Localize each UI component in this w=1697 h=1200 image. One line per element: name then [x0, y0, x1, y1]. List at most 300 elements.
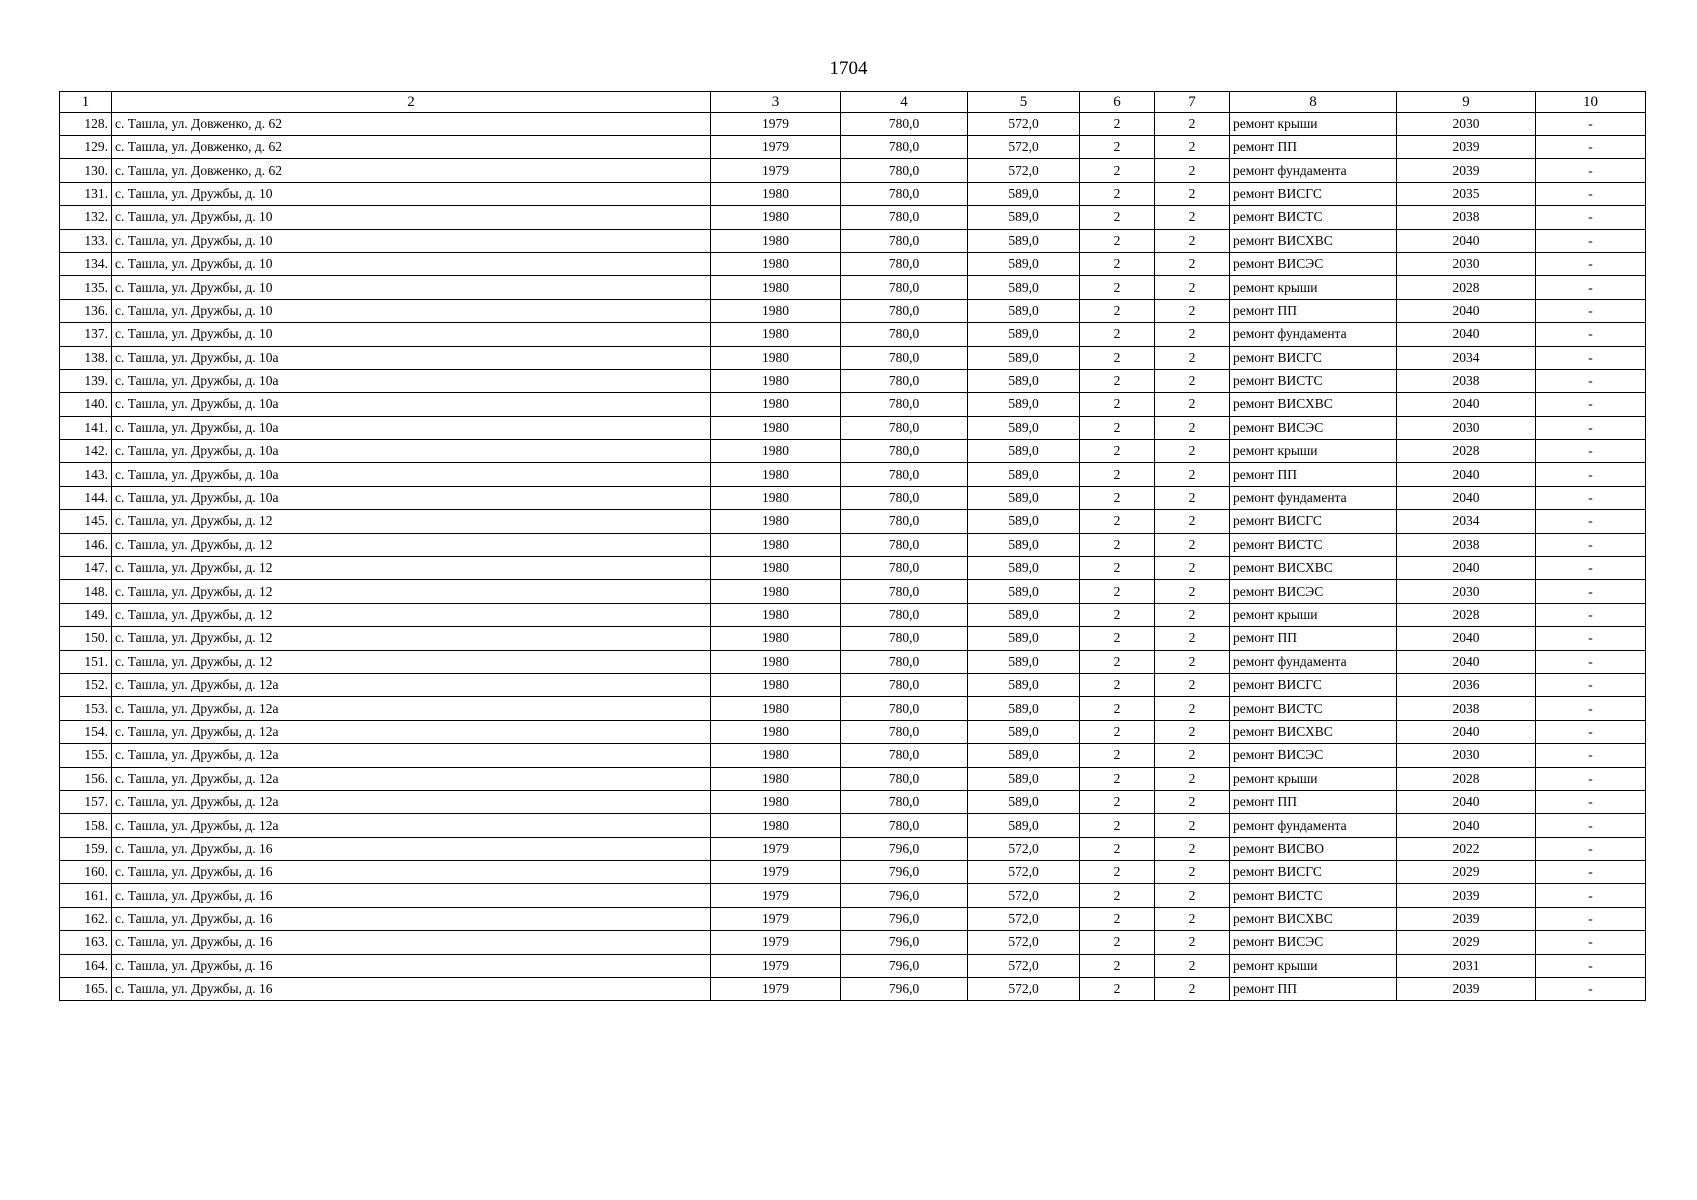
floors-cell: 2	[1080, 463, 1155, 486]
floors-cell: 2	[1080, 790, 1155, 813]
row-number-cell: 164.	[60, 954, 112, 977]
row-number-cell: 161.	[60, 884, 112, 907]
table-row	[60, 510, 1646, 533]
living-area-cell: 572,0	[968, 159, 1080, 182]
total-area-cell: 796,0	[841, 884, 968, 907]
row-number-cell: 153.	[60, 697, 112, 720]
planned-year-cell: 2038	[1397, 369, 1536, 392]
living-area-cell: 589,0	[968, 463, 1080, 486]
planned-year-cell: 2040	[1397, 229, 1536, 252]
column-header: 5	[968, 92, 1080, 113]
row-number-cell: 128.	[60, 112, 112, 135]
address-cell: с. Ташла, ул. Довженко, д. 62	[112, 159, 711, 182]
table-row	[60, 112, 1646, 135]
work-type-cell: ремонт ВИСХВС	[1230, 393, 1397, 416]
planned-year-cell: 2040	[1397, 486, 1536, 509]
living-area-cell: 589,0	[968, 673, 1080, 696]
work-type-cell: ремонт фундамента	[1230, 159, 1397, 182]
row-number-cell: 156.	[60, 767, 112, 790]
note-cell: -	[1536, 907, 1646, 930]
total-area-cell: 780,0	[841, 720, 968, 743]
floors-cell: 2	[1080, 861, 1155, 884]
address-cell: с. Ташла, ул. Дружбы, д. 10а	[112, 416, 711, 439]
year-cell: 1980	[711, 557, 841, 580]
row-number-cell: 165.	[60, 978, 112, 1001]
row-number-cell: 142.	[60, 440, 112, 463]
floors-cell: 2	[1080, 650, 1155, 673]
address-cell: с. Ташла, ул. Дружбы, д. 12а	[112, 790, 711, 813]
row-number-cell: 163.	[60, 931, 112, 954]
address-cell: с. Ташла, ул. Дружбы, д. 10	[112, 323, 711, 346]
address-cell: с. Ташла, ул. Дружбы, д. 12	[112, 510, 711, 533]
address-cell: с. Ташла, ул. Дружбы, д. 16	[112, 884, 711, 907]
note-cell: -	[1536, 767, 1646, 790]
planned-year-cell: 2039	[1397, 978, 1536, 1001]
work-type-cell: ремонт ПП	[1230, 299, 1397, 322]
table-row	[60, 884, 1646, 907]
note-cell: -	[1536, 627, 1646, 650]
entrances-cell: 2	[1155, 369, 1230, 392]
living-area-cell: 589,0	[968, 650, 1080, 673]
column-header: 3	[711, 92, 841, 113]
year-cell: 1980	[711, 323, 841, 346]
address-cell: с. Ташла, ул. Дружбы, д. 12	[112, 557, 711, 580]
row-number-cell: 145.	[60, 510, 112, 533]
work-type-cell: ремонт крыши	[1230, 954, 1397, 977]
total-area-cell: 780,0	[841, 603, 968, 626]
year-cell: 1979	[711, 931, 841, 954]
floors-cell: 2	[1080, 276, 1155, 299]
floors-cell: 2	[1080, 907, 1155, 930]
address-cell: с. Ташла, ул. Дружбы, д. 12	[112, 650, 711, 673]
address-cell: с. Ташла, ул. Дружбы, д. 16	[112, 861, 711, 884]
row-number-cell: 131.	[60, 182, 112, 205]
living-area-cell: 589,0	[968, 557, 1080, 580]
total-area-cell: 780,0	[841, 393, 968, 416]
total-area-cell: 780,0	[841, 463, 968, 486]
floors-cell: 2	[1080, 814, 1155, 837]
column-header: 6	[1080, 92, 1155, 113]
year-cell: 1980	[711, 393, 841, 416]
work-type-cell: ремонт ВИСЭС	[1230, 416, 1397, 439]
note-cell: -	[1536, 252, 1646, 275]
planned-year-cell: 2040	[1397, 463, 1536, 486]
planned-year-cell: 2040	[1397, 790, 1536, 813]
address-cell: с. Ташла, ул. Дружбы, д. 10	[112, 252, 711, 275]
row-number-cell: 147.	[60, 557, 112, 580]
planned-year-cell: 2030	[1397, 580, 1536, 603]
living-area-cell: 589,0	[968, 182, 1080, 205]
year-cell: 1979	[711, 907, 841, 930]
year-cell: 1979	[711, 112, 841, 135]
total-area-cell: 780,0	[841, 135, 968, 158]
column-header: 7	[1155, 92, 1230, 113]
floors-cell: 2	[1080, 346, 1155, 369]
work-type-cell: ремонт ВИСГС	[1230, 346, 1397, 369]
entrances-cell: 2	[1155, 580, 1230, 603]
note-cell: -	[1536, 416, 1646, 439]
living-area-cell: 589,0	[968, 603, 1080, 626]
year-cell: 1980	[711, 299, 841, 322]
entrances-cell: 2	[1155, 510, 1230, 533]
address-cell: с. Ташла, ул. Довженко, д. 62	[112, 112, 711, 135]
row-number-cell: 144.	[60, 486, 112, 509]
planned-year-cell: 2034	[1397, 346, 1536, 369]
note-cell: -	[1536, 744, 1646, 767]
total-area-cell: 780,0	[841, 790, 968, 813]
address-cell: с. Ташла, ул. Дружбы, д. 16	[112, 837, 711, 860]
floors-cell: 2	[1080, 533, 1155, 556]
address-cell: с. Ташла, ул. Дружбы, д. 10а	[112, 346, 711, 369]
work-type-cell: ремонт ВИСЭС	[1230, 931, 1397, 954]
year-cell: 1980	[711, 252, 841, 275]
entrances-cell: 2	[1155, 884, 1230, 907]
note-cell: -	[1536, 861, 1646, 884]
table-row	[60, 440, 1646, 463]
note-cell: -	[1536, 697, 1646, 720]
entrances-cell: 2	[1155, 744, 1230, 767]
address-cell: с. Ташла, ул. Дружбы, д. 10а	[112, 463, 711, 486]
living-area-cell: 572,0	[968, 837, 1080, 860]
entrances-cell: 2	[1155, 557, 1230, 580]
year-cell: 1980	[711, 790, 841, 813]
table-row	[60, 346, 1646, 369]
planned-year-cell: 2038	[1397, 697, 1536, 720]
note-cell: -	[1536, 182, 1646, 205]
total-area-cell: 780,0	[841, 159, 968, 182]
floors-cell: 2	[1080, 182, 1155, 205]
entrances-cell: 2	[1155, 182, 1230, 205]
table-row	[60, 276, 1646, 299]
table-row	[60, 978, 1646, 1001]
floors-cell: 2	[1080, 627, 1155, 650]
work-type-cell: ремонт фундамента	[1230, 486, 1397, 509]
table-row	[60, 533, 1646, 556]
living-area-cell: 572,0	[968, 907, 1080, 930]
floors-cell: 2	[1080, 440, 1155, 463]
table-row	[60, 369, 1646, 392]
year-cell: 1980	[711, 814, 841, 837]
row-number-cell: 134.	[60, 252, 112, 275]
total-area-cell: 780,0	[841, 744, 968, 767]
living-area-cell: 589,0	[968, 416, 1080, 439]
entrances-cell: 2	[1155, 135, 1230, 158]
year-cell: 1980	[711, 650, 841, 673]
table-body	[60, 112, 1646, 1001]
floors-cell: 2	[1080, 323, 1155, 346]
column-header: 4	[841, 92, 968, 113]
address-cell: с. Ташла, ул. Дружбы, д. 12а	[112, 720, 711, 743]
total-area-cell: 780,0	[841, 650, 968, 673]
work-type-cell: ремонт фундамента	[1230, 323, 1397, 346]
year-cell: 1979	[711, 884, 841, 907]
living-area-cell: 589,0	[968, 767, 1080, 790]
address-cell: с. Ташла, ул. Дружбы, д. 12	[112, 627, 711, 650]
column-header: 1	[60, 92, 112, 113]
work-type-cell: ремонт ВИСХВС	[1230, 557, 1397, 580]
entrances-cell: 2	[1155, 159, 1230, 182]
floors-cell: 2	[1080, 884, 1155, 907]
row-number-cell: 130.	[60, 159, 112, 182]
living-area-cell: 589,0	[968, 814, 1080, 837]
table-row	[60, 627, 1646, 650]
planned-year-cell: 2034	[1397, 510, 1536, 533]
planned-year-cell: 2040	[1397, 557, 1536, 580]
year-cell: 1979	[711, 861, 841, 884]
address-cell: с. Ташла, ул. Дружбы, д. 10	[112, 276, 711, 299]
total-area-cell: 780,0	[841, 299, 968, 322]
row-number-cell: 132.	[60, 206, 112, 229]
address-cell: с. Ташла, ул. Дружбы, д. 12	[112, 580, 711, 603]
year-cell: 1979	[711, 954, 841, 977]
total-area-cell: 780,0	[841, 440, 968, 463]
living-area-cell: 589,0	[968, 323, 1080, 346]
column-number-row	[60, 92, 1646, 113]
row-number-cell: 160.	[60, 861, 112, 884]
address-cell: с. Ташла, ул. Дружбы, д. 10	[112, 229, 711, 252]
work-type-cell: ремонт ВИСЭС	[1230, 580, 1397, 603]
table-row	[60, 323, 1646, 346]
work-type-cell: ремонт ПП	[1230, 978, 1397, 1001]
note-cell: -	[1536, 978, 1646, 1001]
total-area-cell: 796,0	[841, 907, 968, 930]
column-header: 10	[1536, 92, 1646, 113]
work-type-cell: ремонт крыши	[1230, 276, 1397, 299]
entrances-cell: 2	[1155, 276, 1230, 299]
column-header: 2	[112, 92, 711, 113]
work-type-cell: ремонт ПП	[1230, 463, 1397, 486]
work-type-cell: ремонт ВИСГС	[1230, 861, 1397, 884]
note-cell: -	[1536, 112, 1646, 135]
living-area-cell: 589,0	[968, 533, 1080, 556]
row-number-cell: 146.	[60, 533, 112, 556]
work-type-cell: ремонт ВИСГС	[1230, 673, 1397, 696]
note-cell: -	[1536, 884, 1646, 907]
planned-year-cell: 2035	[1397, 182, 1536, 205]
year-cell: 1980	[711, 440, 841, 463]
note-cell: -	[1536, 486, 1646, 509]
living-area-cell: 572,0	[968, 978, 1080, 1001]
note-cell: -	[1536, 673, 1646, 696]
note-cell: -	[1536, 580, 1646, 603]
living-area-cell: 572,0	[968, 112, 1080, 135]
living-area-cell: 589,0	[968, 393, 1080, 416]
address-cell: с. Ташла, ул. Дружбы, д. 10а	[112, 440, 711, 463]
entrances-cell: 2	[1155, 673, 1230, 696]
total-area-cell: 780,0	[841, 510, 968, 533]
total-area-cell: 780,0	[841, 369, 968, 392]
planned-year-cell: 2040	[1397, 323, 1536, 346]
planned-year-cell: 2040	[1397, 814, 1536, 837]
work-type-cell: ремонт ВИСЭС	[1230, 744, 1397, 767]
year-cell: 1980	[711, 673, 841, 696]
work-type-cell: ремонт ВИСГС	[1230, 182, 1397, 205]
note-cell: -	[1536, 346, 1646, 369]
living-area-cell: 572,0	[968, 954, 1080, 977]
floors-cell: 2	[1080, 510, 1155, 533]
entrances-cell: 2	[1155, 790, 1230, 813]
note-cell: -	[1536, 557, 1646, 580]
planned-year-cell: 2029	[1397, 931, 1536, 954]
year-cell: 1980	[711, 416, 841, 439]
living-area-cell: 589,0	[968, 276, 1080, 299]
floors-cell: 2	[1080, 229, 1155, 252]
row-number-cell: 141.	[60, 416, 112, 439]
planned-year-cell: 2028	[1397, 440, 1536, 463]
total-area-cell: 780,0	[841, 533, 968, 556]
row-number-cell: 157.	[60, 790, 112, 813]
floors-cell: 2	[1080, 931, 1155, 954]
table-row	[60, 790, 1646, 813]
note-cell: -	[1536, 440, 1646, 463]
table-row	[60, 720, 1646, 743]
living-area-cell: 589,0	[968, 627, 1080, 650]
address-cell: с. Ташла, ул. Дружбы, д. 16	[112, 978, 711, 1001]
address-cell: с. Ташла, ул. Дружбы, д. 12а	[112, 814, 711, 837]
year-cell: 1980	[711, 369, 841, 392]
planned-year-cell: 2038	[1397, 206, 1536, 229]
entrances-cell: 2	[1155, 767, 1230, 790]
planned-year-cell: 2040	[1397, 299, 1536, 322]
living-area-cell: 589,0	[968, 697, 1080, 720]
floors-cell: 2	[1080, 673, 1155, 696]
planned-year-cell: 2039	[1397, 135, 1536, 158]
address-cell: с. Ташла, ул. Дружбы, д. 10	[112, 299, 711, 322]
work-type-cell: ремонт ВИСГС	[1230, 510, 1397, 533]
year-cell: 1979	[711, 135, 841, 158]
total-area-cell: 780,0	[841, 580, 968, 603]
table-row	[60, 252, 1646, 275]
note-cell: -	[1536, 510, 1646, 533]
work-type-cell: ремонт ВИСТС	[1230, 533, 1397, 556]
entrances-cell: 2	[1155, 978, 1230, 1001]
work-type-cell: ремонт крыши	[1230, 603, 1397, 626]
floors-cell: 2	[1080, 135, 1155, 158]
table-row	[60, 861, 1646, 884]
entrances-cell: 2	[1155, 463, 1230, 486]
work-type-cell: ремонт крыши	[1230, 112, 1397, 135]
year-cell: 1980	[711, 603, 841, 626]
row-number-cell: 154.	[60, 720, 112, 743]
planned-year-cell: 2039	[1397, 884, 1536, 907]
entrances-cell: 2	[1155, 814, 1230, 837]
row-number-cell: 129.	[60, 135, 112, 158]
table-row	[60, 673, 1646, 696]
address-cell: с. Ташла, ул. Дружбы, д. 12а	[112, 744, 711, 767]
floors-cell: 2	[1080, 393, 1155, 416]
living-area-cell: 572,0	[968, 135, 1080, 158]
floors-cell: 2	[1080, 720, 1155, 743]
work-type-cell: ремонт ПП	[1230, 135, 1397, 158]
total-area-cell: 780,0	[841, 346, 968, 369]
table-row	[60, 603, 1646, 626]
floors-cell: 2	[1080, 252, 1155, 275]
entrances-cell: 2	[1155, 229, 1230, 252]
work-type-cell: ремонт ВИСВО	[1230, 837, 1397, 860]
table-row	[60, 486, 1646, 509]
year-cell: 1980	[711, 767, 841, 790]
row-number-cell: 158.	[60, 814, 112, 837]
address-cell: с. Ташла, ул. Дружбы, д. 10	[112, 206, 711, 229]
address-cell: с. Ташла, ул. Дружбы, д. 10а	[112, 393, 711, 416]
table-row	[60, 206, 1646, 229]
work-type-cell: ремонт ВИСТС	[1230, 697, 1397, 720]
planned-year-cell: 2030	[1397, 744, 1536, 767]
address-cell: с. Ташла, ул. Дружбы, д. 16	[112, 954, 711, 977]
note-cell: -	[1536, 650, 1646, 673]
year-cell: 1979	[711, 159, 841, 182]
note-cell: -	[1536, 206, 1646, 229]
floors-cell: 2	[1080, 603, 1155, 626]
table-row	[60, 697, 1646, 720]
row-number-cell: 149.	[60, 603, 112, 626]
floors-cell: 2	[1080, 416, 1155, 439]
table-row	[60, 907, 1646, 930]
year-cell: 1980	[711, 276, 841, 299]
total-area-cell: 796,0	[841, 978, 968, 1001]
total-area-cell: 780,0	[841, 252, 968, 275]
living-area-cell: 589,0	[968, 790, 1080, 813]
note-cell: -	[1536, 533, 1646, 556]
total-area-cell: 796,0	[841, 837, 968, 860]
entrances-cell: 2	[1155, 112, 1230, 135]
entrances-cell: 2	[1155, 931, 1230, 954]
total-area-cell: 780,0	[841, 627, 968, 650]
living-area-cell: 589,0	[968, 229, 1080, 252]
entrances-cell: 2	[1155, 627, 1230, 650]
floors-cell: 2	[1080, 159, 1155, 182]
row-number-cell: 148.	[60, 580, 112, 603]
work-type-cell: ремонт ВИСХВС	[1230, 229, 1397, 252]
living-area-cell: 589,0	[968, 206, 1080, 229]
row-number-cell: 137.	[60, 323, 112, 346]
note-cell: -	[1536, 229, 1646, 252]
total-area-cell: 780,0	[841, 416, 968, 439]
page-number: 1704	[829, 58, 868, 79]
table-row	[60, 744, 1646, 767]
entrances-cell: 2	[1155, 346, 1230, 369]
row-number-cell: 162.	[60, 907, 112, 930]
note-cell: -	[1536, 276, 1646, 299]
year-cell: 1980	[711, 229, 841, 252]
year-cell: 1980	[711, 533, 841, 556]
table-row	[60, 393, 1646, 416]
row-number-cell: 136.	[60, 299, 112, 322]
living-area-cell: 589,0	[968, 580, 1080, 603]
floors-cell: 2	[1080, 978, 1155, 1001]
row-number-cell: 151.	[60, 650, 112, 673]
living-area-cell: 589,0	[968, 510, 1080, 533]
entrances-cell: 2	[1155, 837, 1230, 860]
total-area-cell: 796,0	[841, 931, 968, 954]
table-row	[60, 557, 1646, 580]
table-row	[60, 159, 1646, 182]
floors-cell: 2	[1080, 486, 1155, 509]
total-area-cell: 780,0	[841, 323, 968, 346]
planned-year-cell: 2022	[1397, 837, 1536, 860]
work-type-cell: ремонт крыши	[1230, 440, 1397, 463]
floors-cell: 2	[1080, 744, 1155, 767]
planned-year-cell: 2036	[1397, 673, 1536, 696]
table-row	[60, 954, 1646, 977]
address-cell: с. Ташла, ул. Дружбы, д. 12	[112, 603, 711, 626]
entrances-cell: 2	[1155, 323, 1230, 346]
planned-year-cell: 2030	[1397, 112, 1536, 135]
entrances-cell: 2	[1155, 720, 1230, 743]
work-type-cell: ремонт ВИСХВС	[1230, 720, 1397, 743]
note-cell: -	[1536, 790, 1646, 813]
work-type-cell: ремонт ВИСТС	[1230, 206, 1397, 229]
